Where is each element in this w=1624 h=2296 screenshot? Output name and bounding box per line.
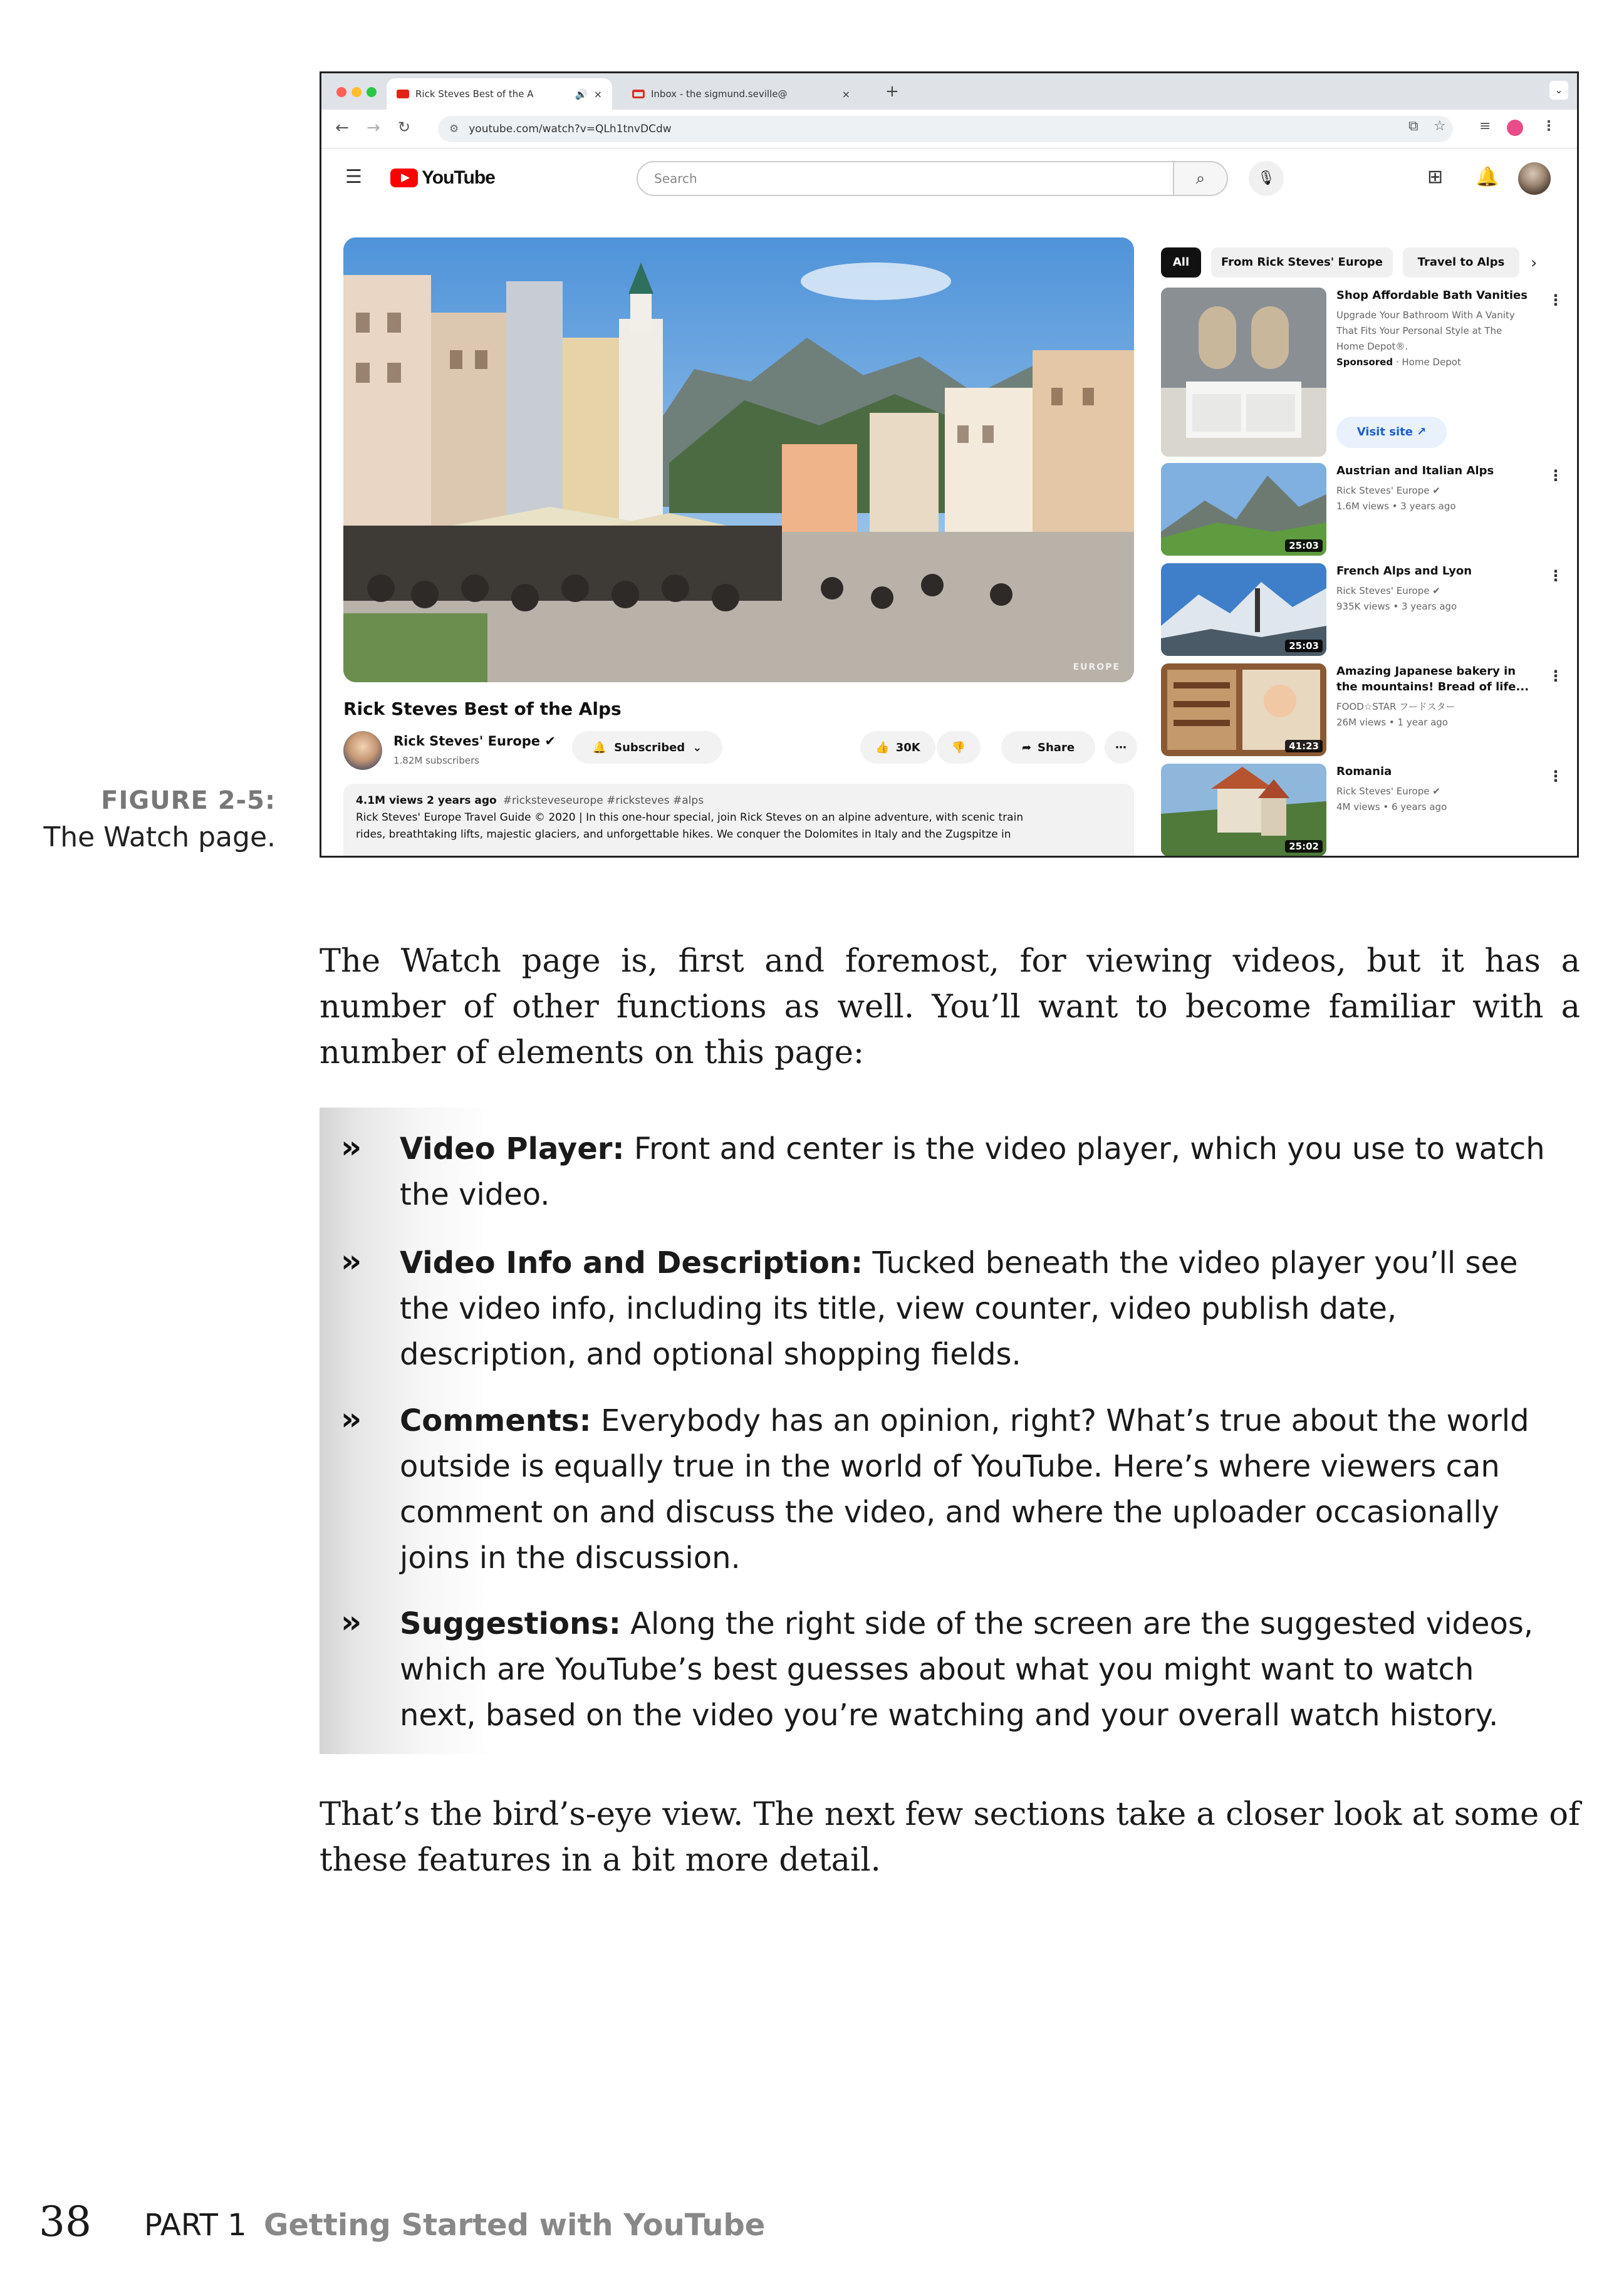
ad-sponsored-label: Sponsored · Home Depot bbox=[1336, 356, 1461, 368]
gmail-favicon-icon bbox=[632, 90, 645, 98]
url-text: youtube.com/watch?v=QLh1tnvDCdw bbox=[469, 123, 672, 135]
tab-label: Inbox - the sigmund.seville@ bbox=[651, 88, 788, 100]
forward-arrow-icon[interactable]: → bbox=[367, 118, 380, 137]
video-thumbnail[interactable] bbox=[1161, 563, 1326, 656]
account-avatar[interactable] bbox=[1518, 162, 1551, 195]
minimize-window-dot[interactable] bbox=[351, 87, 362, 97]
close-tab-icon[interactable]: × bbox=[593, 88, 602, 100]
intro-paragraph: The Watch page is, first and foremost, for viewing videos, but it has a number of other functions as well. You’ll want to become familiar with a number of elements on this page: bbox=[320, 943, 1580, 1071]
hamburger-menu-icon[interactable]: ☰ bbox=[345, 166, 362, 188]
chip-all[interactable]: All bbox=[1161, 247, 1201, 278]
back-arrow-icon[interactable]: ← bbox=[335, 118, 349, 137]
section-title: Getting Started with YouTube bbox=[263, 2208, 766, 2243]
site-settings-icon[interactable]: ⚙ bbox=[449, 123, 459, 135]
cast-icon[interactable]: ⧉ bbox=[1408, 118, 1418, 134]
suggested-video-title[interactable]: Romania bbox=[1336, 765, 1392, 778]
watch-page-screenshot bbox=[320, 71, 1579, 858]
subscribed-button[interactable]: 🔔 Subscribed ⌄ bbox=[572, 731, 722, 764]
ad-title[interactable]: Shop Affordable Bath Vanities bbox=[1336, 289, 1528, 302]
suggested-video-title[interactable]: French Alps and Lyon bbox=[1336, 564, 1472, 578]
running-footer bbox=[144, 2208, 765, 2243]
more-options-icon[interactable]: ⋮ bbox=[1548, 291, 1563, 309]
close-window-dot[interactable] bbox=[336, 87, 346, 97]
vanity-image bbox=[1161, 288, 1326, 457]
browser-menu-icon[interactable]: ⋮ bbox=[1542, 118, 1556, 134]
list-item-term: Comments: bbox=[400, 1403, 591, 1438]
video-thumbnail[interactable] bbox=[1161, 463, 1326, 556]
browser-tab-bar bbox=[321, 73, 1577, 110]
video-duration: 25:02 bbox=[1285, 840, 1323, 853]
description-line: Rick Steves' Europe Travel Guide © 2020 | In this one-hour special, join Rick Steves on an alpine adventure, with scenic train bbox=[356, 811, 1024, 824]
bookmark-star-icon[interactable]: ☆ bbox=[1434, 118, 1446, 134]
youtube-logo[interactable] bbox=[390, 167, 495, 189]
more-options-icon[interactable]: ⋮ bbox=[1548, 467, 1563, 484]
browser-address-bar bbox=[321, 110, 1577, 148]
list-item-body: Everybody has an opinion, right? What’s true about the world outside is equally true in the world of YouTube. Here’s where viewers can comment on and discuss the video, and where the uploader occasionally joins in the discussion. bbox=[400, 1403, 1529, 1576]
subscriber-count: 1.82M subscribers bbox=[393, 755, 480, 766]
list-item-body: Front and center is the video player, which you use to watch the video. bbox=[400, 1131, 1545, 1212]
suggested-video-title[interactable]: Amazing Japanese bakery in the mountains! Bread of life... bbox=[1336, 665, 1529, 693]
page-number: 38 bbox=[39, 2198, 91, 2246]
figure-caption bbox=[25, 786, 276, 853]
channel-avatar[interactable] bbox=[343, 731, 382, 770]
youtube-header bbox=[321, 148, 1577, 204]
microphone-icon[interactable]: 🎙 bbox=[1249, 161, 1284, 196]
youtube-favicon-icon bbox=[397, 90, 409, 98]
speaker-icon[interactable]: 🔊 bbox=[575, 88, 588, 100]
visit-site-button[interactable]: Visit site ↗ bbox=[1336, 417, 1447, 448]
suggested-video[interactable] bbox=[1161, 663, 1562, 757]
video-thumbnail[interactable] bbox=[1161, 764, 1326, 856]
list-item-term: Video Info and Description: bbox=[400, 1245, 863, 1280]
url-field[interactable] bbox=[438, 116, 1453, 142]
share-button[interactable]: ➦ Share bbox=[1001, 731, 1095, 764]
suggested-video[interactable] bbox=[1161, 764, 1562, 858]
chevron-down-icon: ⌄ bbox=[692, 740, 702, 754]
ad-thumbnail[interactable] bbox=[1161, 288, 1326, 457]
verified-check-icon: ✔ bbox=[544, 734, 556, 749]
zoom-window-dot[interactable] bbox=[367, 87, 377, 97]
outro-paragraph: That’s the bird’s-eye view. The next few sections take a closer look at some of these features in a bit more detail. bbox=[320, 1796, 1580, 1879]
create-video-icon[interactable]: ⊞ bbox=[1427, 166, 1444, 188]
media-controls-icon[interactable]: ≡ bbox=[1479, 118, 1491, 134]
profile-avatar-icon[interactable] bbox=[1507, 120, 1523, 136]
share-arrow-icon: ➦ bbox=[1021, 740, 1032, 754]
suggested-video[interactable] bbox=[1161, 563, 1562, 657]
figure-title: The Watch page. bbox=[43, 821, 276, 853]
sponsored-ad[interactable] bbox=[1161, 288, 1562, 457]
list-item-term: Suggestions: bbox=[400, 1606, 621, 1641]
figure-number: FIGURE 2-5: bbox=[101, 786, 276, 815]
video-player[interactable] bbox=[343, 237, 1134, 682]
suggested-video-channel[interactable]: Rick Steves' Europe ✔ bbox=[1336, 585, 1440, 596]
video-duration: 25:03 bbox=[1285, 640, 1323, 652]
thumbs-up-icon: 👍 bbox=[875, 740, 890, 754]
like-button[interactable]: 👍 30K bbox=[860, 731, 935, 764]
double-chevron-icon: ›› bbox=[341, 1604, 357, 1640]
tab-search-chevron-icon[interactable]: ⌄ bbox=[1549, 81, 1568, 100]
suggested-video-meta: 935K views • 3 years ago bbox=[1336, 601, 1457, 612]
search-icon[interactable]: ⌕ bbox=[1174, 161, 1228, 196]
thumbs-down-icon: 👎 bbox=[951, 740, 966, 754]
video-duration: 41:23 bbox=[1285, 740, 1323, 752]
browser-tab-gmail[interactable] bbox=[622, 78, 860, 110]
new-tab-button[interactable]: + bbox=[885, 82, 899, 101]
view-stats: 4.1M views 2 years ago bbox=[356, 794, 497, 807]
more-options-icon[interactable]: ⋮ bbox=[1548, 667, 1563, 685]
suggested-video-channel[interactable]: FOOD☆STAR フードスター bbox=[1336, 701, 1455, 712]
suggested-video-meta: 4M views • 6 years ago bbox=[1336, 801, 1447, 813]
suggested-video-meta: 26M views • 1 year ago bbox=[1336, 717, 1448, 728]
video-description[interactable] bbox=[343, 784, 1134, 858]
element-list bbox=[320, 1108, 1580, 1754]
suggested-video[interactable] bbox=[1161, 463, 1562, 557]
close-tab-icon[interactable]: × bbox=[841, 88, 850, 100]
video-frame-innsbruck bbox=[343, 237, 1134, 682]
notifications-bell-icon[interactable]: 🔔 bbox=[1476, 166, 1499, 188]
suggested-video-channel[interactable]: Rick Steves' Europe ✔ bbox=[1336, 786, 1440, 797]
double-chevron-icon: ›› bbox=[341, 1401, 357, 1437]
bell-icon: 🔔 bbox=[592, 740, 607, 754]
browser-tab-youtube[interactable] bbox=[387, 78, 612, 110]
chevron-right-icon[interactable]: › bbox=[1531, 254, 1538, 273]
double-chevron-icon: ›› bbox=[341, 1129, 357, 1165]
part-label: PART 1 bbox=[144, 2208, 247, 2243]
ad-text: Upgrade Your Bathroom With A Vanity bbox=[1336, 309, 1515, 321]
video-duration: 25:03 bbox=[1285, 539, 1323, 552]
tab-label: Rick Steves Best of the A bbox=[415, 88, 534, 100]
hashtags[interactable]: #ricksteveseurope #ricksteves #alps bbox=[502, 794, 704, 807]
external-link-icon: ↗ bbox=[1417, 425, 1427, 439]
more-actions-button[interactable]: ⋯ bbox=[1105, 731, 1137, 764]
list-item-term: Video Player: bbox=[400, 1131, 625, 1166]
video-thumbnail[interactable] bbox=[1161, 663, 1326, 756]
channel-watermark: EUROPE bbox=[1073, 662, 1120, 672]
ad-text: Home Depot®. bbox=[1336, 341, 1408, 352]
ad-text: That Fits Your Personal Style at The bbox=[1336, 325, 1502, 336]
more-options-icon[interactable]: ⋮ bbox=[1548, 567, 1563, 584]
suggested-video-channel[interactable]: Rick Steves' Europe ✔ bbox=[1336, 485, 1440, 496]
chip-from-channel[interactable]: From Rick Steves' Europe bbox=[1211, 247, 1393, 278]
list-item-body: Along the right side of the screen are the suggested videos, which are YouTube’s best guesses about what you might want to watch next, based on the video you’re watching and your overall watch history. bbox=[400, 1606, 1534, 1733]
youtube-play-icon bbox=[390, 169, 418, 187]
description-line: rides, breathtaking lifts, majestic glaciers, and unforgettable hikes. We conquer the Dolomites in Italy and the Zugspitze in bbox=[356, 828, 1011, 841]
suggested-video-title[interactable]: Austrian and Italian Alps bbox=[1336, 464, 1494, 477]
dislike-button[interactable] bbox=[937, 731, 981, 764]
youtube-wordmark: YouTube bbox=[422, 167, 495, 188]
reload-icon[interactable]: ↻ bbox=[398, 118, 411, 136]
suggested-video-meta: 1.6M views • 3 years ago bbox=[1336, 501, 1456, 512]
list-item-body: Tucked beneath the video player you’ll see the video info, including its title, view counter, video publish date, description, and optional shopping fields. bbox=[400, 1245, 1518, 1372]
double-chevron-icon: ›› bbox=[341, 1243, 357, 1279]
channel-name[interactable]: Rick Steves' Europe ✔ bbox=[393, 734, 556, 749]
search-input[interactable]: Search bbox=[637, 161, 1174, 196]
video-title: Rick Steves Best of the Alps bbox=[343, 699, 622, 719]
chip-travel-to-alps[interactable]: Travel to Alps bbox=[1403, 247, 1519, 278]
more-options-icon[interactable]: ⋮ bbox=[1548, 767, 1563, 785]
